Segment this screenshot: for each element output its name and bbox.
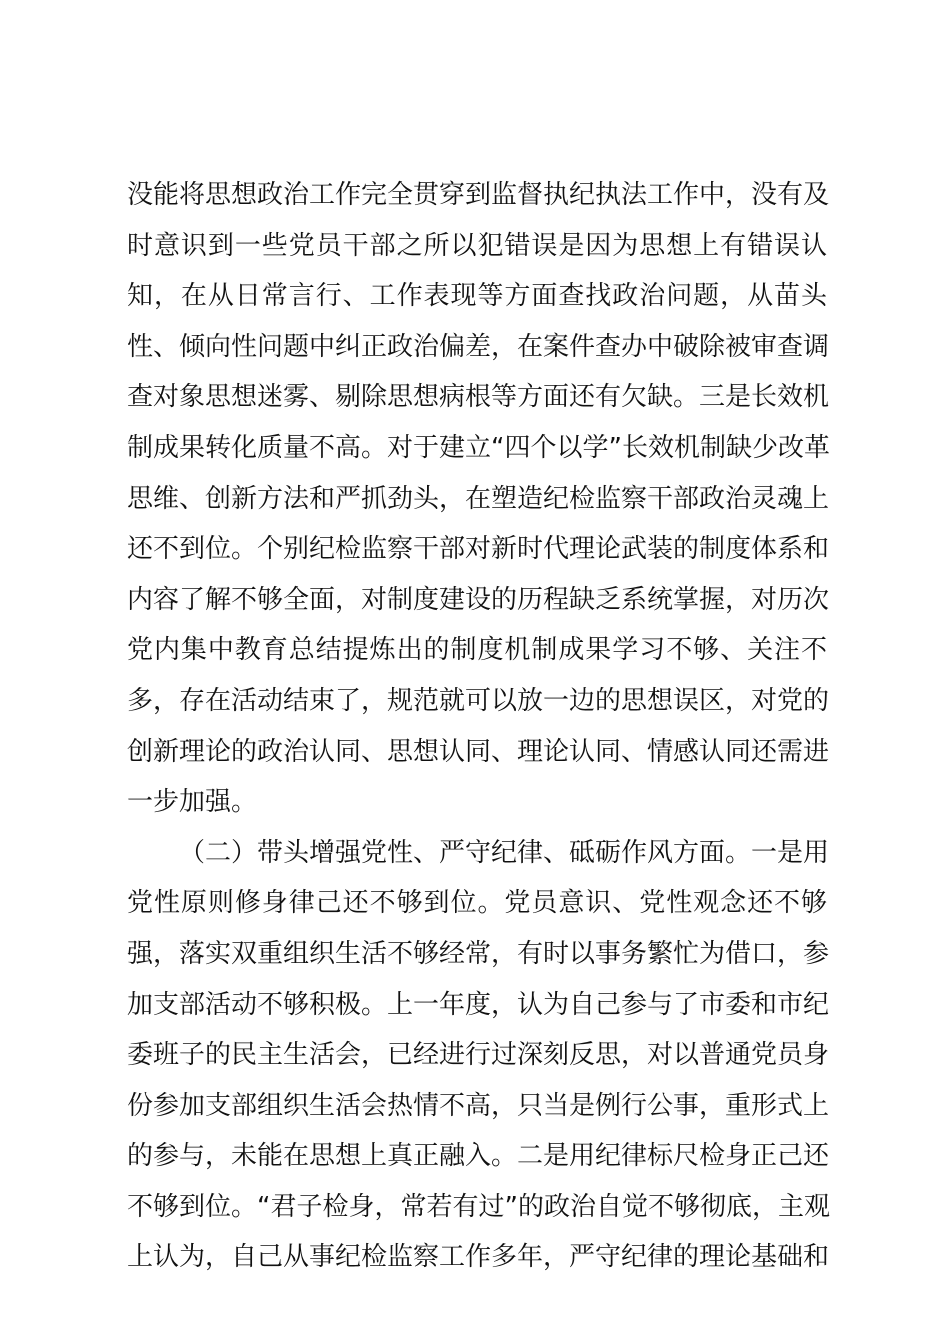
text-line: 的参与，未能在思想上真正融入。二是用纪律标尺检身正己还 bbox=[127, 1141, 830, 1172]
text-line: 上认为，自己从事纪检监察工作多年，严守纪律的理论基础和 bbox=[127, 1242, 830, 1273]
text-line: 强，落实双重组织生活不够经常，有时以事务繁忙为借口，参 bbox=[127, 938, 830, 969]
text-line: 时意识到一些党员干部之所以犯错误是因为思想上有错误认 bbox=[127, 230, 827, 261]
text-line: 党性原则修身律己还不够到位。党员意识、党性观念还不够 bbox=[127, 888, 827, 919]
text-line: 还不到位。个别纪检监察干部对新时代理论武装的制度体系和 bbox=[127, 534, 830, 565]
text-line: 份参加支部组织生活会热情不高，只当是例行公事，重形式上 bbox=[127, 1090, 830, 1121]
text-line: 内容了解不够全面，对制度建设的历程缺乏系统掌握，对历次 bbox=[127, 584, 830, 615]
text-line: 党内集中教育总结提炼出的制度机制成果学习不够、关注不 bbox=[127, 635, 827, 666]
text-line: 多，存在活动结束了，规范就可以放一边的思想误区，对党的 bbox=[127, 685, 830, 716]
text-line: 查对象思想迷雾、剔除思想病根等方面还有欠缺。三是长效机 bbox=[127, 382, 830, 413]
body-text bbox=[127, 170, 830, 1283]
text-line: 没能将思想政治工作完全贯穿到监督执纪执法工作中，没有及 bbox=[127, 180, 830, 210]
text-line: 思维、创新方法和严抓劲头，在塑造纪检监察干部政治灵魂上 bbox=[127, 483, 830, 514]
text-line: 创新理论的政治认同、思想认同、理论认同、情感认同还需进 bbox=[127, 736, 830, 767]
text-line: 不够到位。“君子检身，常若有过”的政治自觉不够彻底，主观 bbox=[127, 1191, 830, 1222]
text-line: 加支部活动不够积极。上一年度，认为自己参与了市委和市纪 bbox=[127, 989, 830, 1020]
text-line: 制成果转化质量不高。对于建立“四个以学”长效机制缺少改革 bbox=[127, 432, 830, 463]
paragraph-end-line: 一步加强。 bbox=[127, 787, 258, 818]
text-line: 委班子的民主生活会，已经进行过深刻反思，对以普通党员身 bbox=[127, 1040, 830, 1071]
section-heading-line: （二）带头增强党性、严守纪律、砥砺作风方面。一是用 bbox=[179, 837, 830, 868]
text-line: 知，在从日常言行、工作表现等方面查找政治问题，从苗头 bbox=[127, 281, 827, 312]
text-line: 性、倾向性问题中纠正政治偏差，在案件查办中破除被审查调 bbox=[127, 331, 830, 362]
